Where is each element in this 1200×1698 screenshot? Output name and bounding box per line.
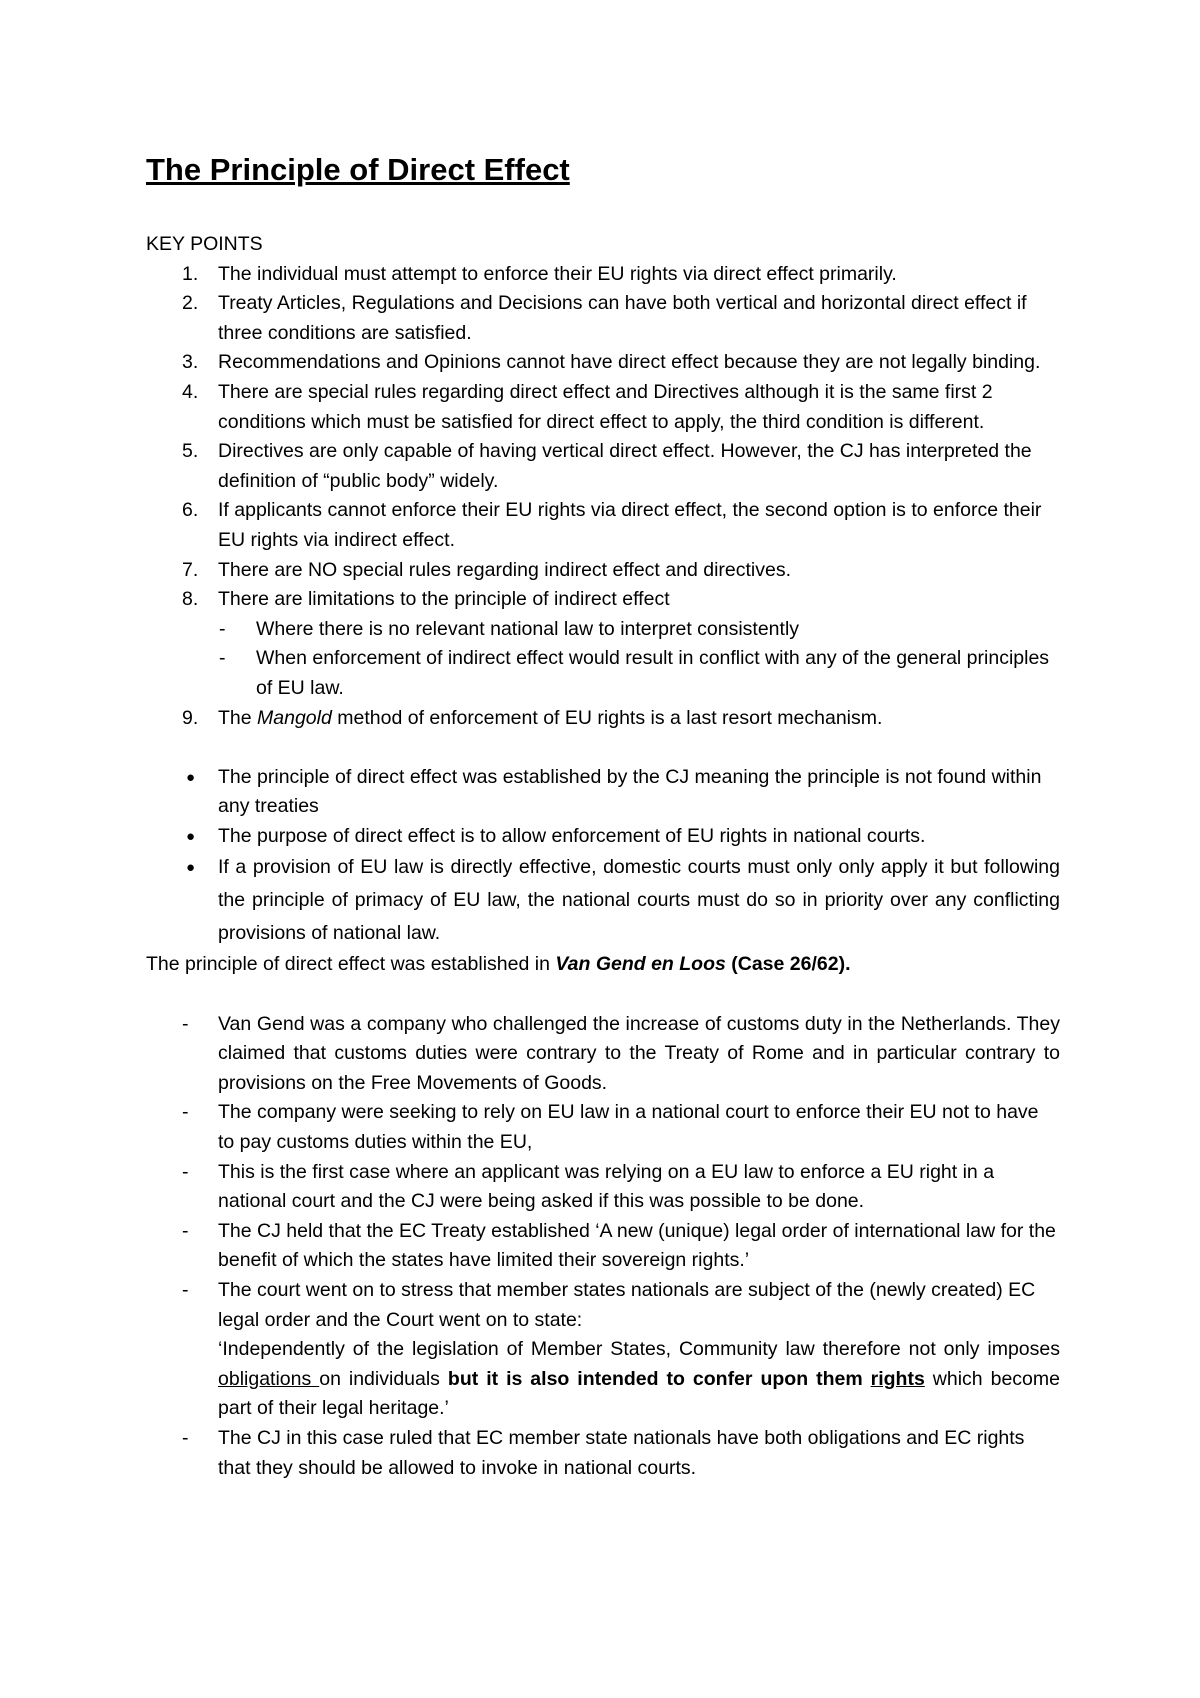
quote-part-1: ‘Independently of the legislation of Member States, Community law therefore not only imposes [218,1338,1060,1361]
list-number: 2. [182,292,199,315]
key-point-item [146,348,1060,378]
bullet-item [146,822,1060,852]
dash-marker: - [182,1279,189,1301]
limitation-item [146,615,1060,645]
dash-marker: - [182,1219,189,1242]
quote-obligations: obligations [218,1367,320,1390]
spacer [146,980,1060,1010]
bullet-list [146,763,1060,951]
case-name: Van Gend en Loos [555,953,726,976]
key-point-text: There are special rules regarding direct effect and Directives although it is the same first 2 conditions which must be satisfied for direct effect to apply, the third condition is different. [218,380,993,433]
key-point-item [146,704,1060,734]
bullet-icon: ● [186,768,196,786]
dash-marker: - [219,647,226,670]
key-point-text: Directives are only capable of having vertical direct effect. However, the CJ has interpreted the definition of “public body” widely. [218,440,1032,492]
bullet-item [146,763,1060,822]
key-point-item [146,378,1060,437]
van-gend-list [146,1010,1060,1484]
bullet-icon: ● [186,859,196,877]
key-point-item [146,556,1060,586]
van-gend-text: This is the first case where an applicant was relying on a EU law to enforce a EU right in a national court and the CJ were being asked if this was possible to be done. [218,1160,995,1213]
quote-part-3: which become part of their legal heritage.’ [218,1367,1060,1420]
list-number: 6. [182,499,199,522]
dash-marker: - [219,617,226,640]
van-gend-item [146,1158,1060,1217]
case-intro [146,950,1060,980]
key-point-text: Treaty Articles, Regulations and Decisions can have both vertical and horizontal direct effect if three conditions are satisfied. [218,292,1027,344]
list-number: 1. [182,262,199,285]
bullet-text: If a provision of EU law is directly effective, domestic courts must only only apply it but following the principle of primacy of EU law, the national courts must do so in priority over any conflicting provisions of national law. [218,856,1060,945]
van-gend-text: The CJ held that the EC Treaty established ‘A new (unique) legal order of international law for the benefit of which the states have limited their sovereign rights.’ [218,1219,1056,1272]
van-gend-item [146,1276,1060,1424]
spacer [146,733,1060,763]
key-point-text-post: method of enforcement of EU rights is a last resort mechanism. [331,706,883,729]
dash-marker: - [182,1426,189,1449]
dash-marker: - [182,1160,189,1183]
mangold-term: Mangold [257,706,332,729]
quote-bold: but it is also intended to confer upon them [447,1367,871,1390]
limitation-item [146,644,1060,703]
document-title: The Principle of Direct Effect [146,152,570,187]
key-points-heading: KEY POINTS [146,233,263,255]
bullet-text: The purpose of direct effect is to allow enforcement of EU rights in national courts. [218,824,926,847]
key-points-list [146,260,1060,734]
van-gend-item [146,1217,1060,1276]
key-point-item [146,260,1060,290]
key-point-item [146,585,1060,615]
van-gend-item [146,1098,1060,1157]
key-point-text: There are limitations to the principle of indirect effect [218,588,670,611]
key-point-text-pre: The [218,706,258,729]
van-gend-item [146,1424,1060,1483]
van-gend-item [146,1010,1060,1099]
list-number: 3. [182,351,199,374]
dash-marker: - [182,1012,189,1035]
key-point-text: Recommendations and Opinions cannot have direct effect because they are not legally binding. [218,351,1041,374]
court-quote [218,1335,1060,1424]
quote-part-2: on individuals [319,1367,448,1390]
limitation-text: Where there is no relevant national law to interpret consistently [256,617,800,640]
van-gend-text: Van Gend was a company who challenged the increase of customs duty in the Netherlands. They claimed that customs duties were contrary to the Treaty of Rome and in particular contrary to provisions on the Free Movements of Goods. [218,1012,1060,1094]
case-citation: (Case 26/62). [725,953,851,976]
key-point-text: If applicants cannot enforce their EU rights via direct effect, the second option is to enforce their EU rights via indirect effect. [218,499,1042,551]
key-point-item [146,289,1060,348]
list-number: 5. [182,440,199,463]
quote-rights: rights [870,1367,925,1390]
key-point-text: There are NO special rules regarding indirect effect and directives. [218,558,792,581]
bullet-icon: ● [186,827,196,845]
van-gend-text: The court went on to stress that member states nationals are subject of the (newly created) EC legal order and the Court went on to state: [218,1279,1036,1331]
key-point-item [146,496,1060,555]
list-number: 8. [182,588,199,611]
list-number: 7. [182,558,199,581]
list-number: 9. [182,706,199,729]
list-number: 4. [182,380,199,403]
limitation-text: When enforcement of indirect effect would result in conflict with any of the general principles of EU law. [256,647,1050,699]
key-point-item [146,437,1060,496]
van-gend-text: The CJ in this case ruled that EC member state nationals have both obligations and EC rights that they should be allowed to invoke in national courts. [218,1426,1025,1479]
dash-marker: - [182,1101,189,1124]
bullet-text: The principle of direct effect was established by the CJ meaning the principle is not found within any treaties [218,765,1042,818]
bullet-item [146,851,1060,950]
van-gend-text: The company were seeking to rely on EU law in a national court to enforce their EU not to have to pay customs duties within the EU, [218,1101,1039,1154]
case-intro-text: The principle of direct effect was established in [146,953,556,976]
key-point-text: The individual must attempt to enforce their EU rights via direct effect primarily. [218,262,897,285]
